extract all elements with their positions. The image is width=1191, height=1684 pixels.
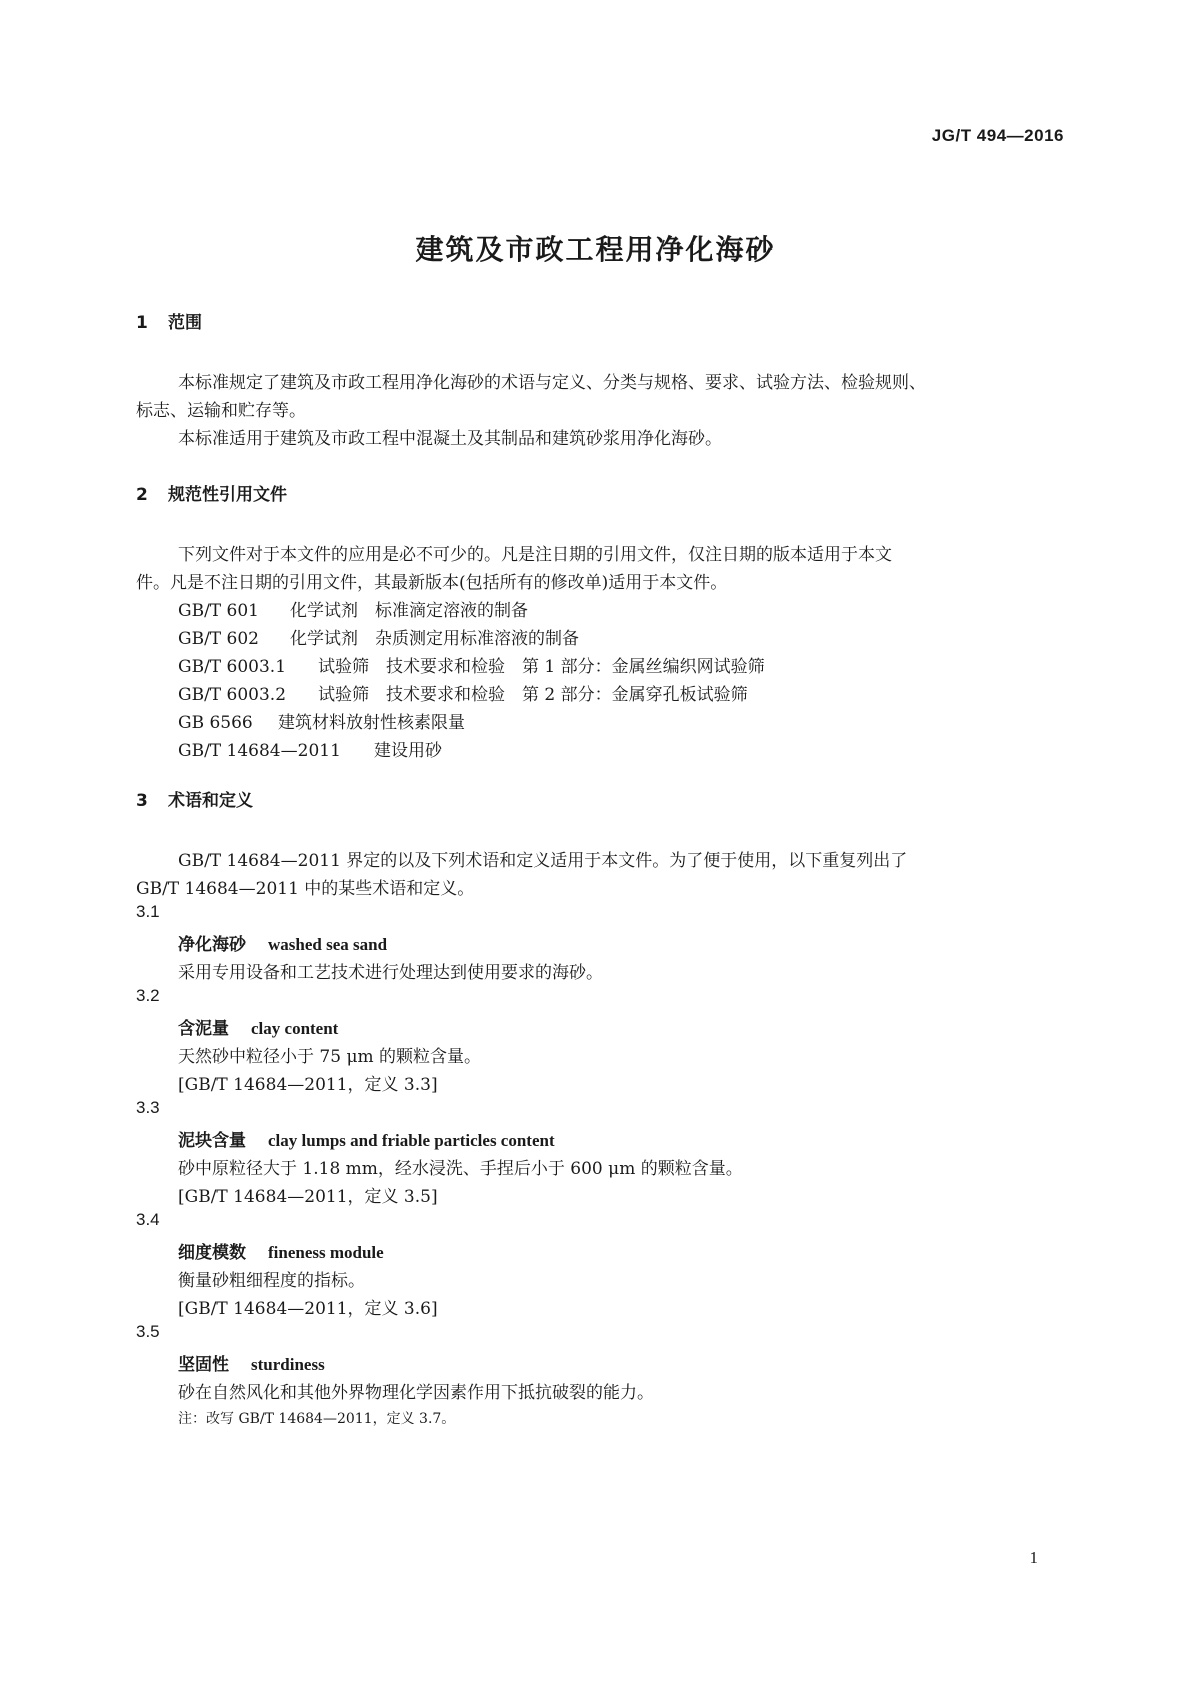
reference-code: GB/T 601 <box>178 601 259 621</box>
reference-code: GB/T 6003.1 <box>178 657 287 677</box>
paragraph-line: 本标准规定了建筑及市政工程用净化海砂的术语与定义、分类与规格、要求、试验方法、检验规则、 <box>178 373 926 393</box>
section-title: 规范性引用文件 <box>168 485 287 505</box>
section-number: 1 <box>136 313 148 333</box>
reference-title: 化学试剂 标准滴定溶液的制备 <box>290 601 528 621</box>
paragraph-line: GB/T 14684—2011 界定的以及下列术语和定义适用于本文件。为了便于使用，以下重复列出了 <box>178 851 908 871</box>
term-zh: 细度模数 <box>178 1243 246 1263</box>
page-number: 1 <box>1029 1548 1038 1567</box>
reference-code: GB/T 602 <box>178 629 259 649</box>
term-entry <box>178 1014 338 1039</box>
term-en: clay lumps and friable particles content <box>268 1131 555 1150</box>
reference-item <box>178 680 748 705</box>
reference-item <box>178 708 465 733</box>
term-definition: 砂中原粒径大于 1.18 mm，经水浸洗、手捏后小于 600 μm 的颗粒含量。 <box>178 1159 743 1179</box>
reference-item <box>178 736 442 761</box>
reference-item <box>178 652 765 677</box>
reference-code: GB 6566 <box>178 713 253 733</box>
section-1-heading <box>136 308 202 333</box>
paragraph-line: GB/T 14684—2011 中的某些术语和定义。 <box>136 879 475 899</box>
subclause-number: 3.1 <box>136 902 160 921</box>
reference-item <box>178 624 579 649</box>
term-entry <box>178 930 387 955</box>
term-source: [GB/T 14684—2011，定义 3.5] <box>178 1187 438 1207</box>
reference-item <box>178 596 528 621</box>
paragraph-line: 件。凡是不注日期的引用文件，其最新版本(包括所有的修改单)适用于本文件。 <box>136 573 728 593</box>
section-title: 术语和定义 <box>168 791 253 811</box>
term-zh: 坚固性 <box>178 1355 229 1375</box>
subclause-number: 3.5 <box>136 1322 160 1341</box>
note-label: 注： <box>178 1411 206 1427</box>
section-number: 2 <box>136 485 148 505</box>
term-en: washed sea sand <box>268 935 388 954</box>
term-zh: 泥块含量 <box>178 1131 246 1151</box>
paragraph: 本标准适用于建筑及市政工程中混凝土及其制品和建筑砂浆用净化海砂。 <box>178 429 722 449</box>
term-definition: 砂在自然风化和其他外界物理化学因素作用下抵抗破裂的能力。 <box>178 1383 654 1403</box>
subclause-number: 3.2 <box>136 986 160 1005</box>
paragraph-line: 标志、运输和贮存等。 <box>136 401 306 421</box>
term-source: [GB/T 14684—2011，定义 3.3] <box>178 1075 438 1095</box>
paragraph-line: 下列文件对于本文件的应用是必不可少的。凡是注日期的引用文件，仅注日期的版本适用于本文 <box>178 545 892 565</box>
reference-title: 建筑材料放射性核素限量 <box>278 713 465 733</box>
term-en: clay content <box>251 1019 339 1038</box>
term-zh: 净化海砂 <box>178 935 246 955</box>
term-entry <box>178 1350 325 1375</box>
term-source: [GB/T 14684—2011，定义 3.6] <box>178 1299 438 1319</box>
section-title: 范围 <box>168 313 202 333</box>
reference-title: 试验筛 技术要求和检验 第 2 部分：金属穿孔板试验筛 <box>318 685 748 705</box>
term-en: sturdiness <box>251 1355 325 1374</box>
term-zh: 含泥量 <box>178 1019 229 1039</box>
term-en: fineness module <box>268 1243 384 1262</box>
reference-title: 化学试剂 杂质测定用标准溶液的制备 <box>290 629 579 649</box>
reference-title: 试验筛 技术要求和检验 第 1 部分：金属丝编织网试验筛 <box>318 657 765 677</box>
term-entry <box>178 1126 555 1151</box>
subclause-number: 3.4 <box>136 1210 160 1229</box>
standard-number: JG/T 494—2016 <box>931 126 1064 145</box>
reference-title: 建设用砂 <box>374 741 442 761</box>
section-number: 3 <box>136 791 148 811</box>
subclause-number: 3.3 <box>136 1098 160 1117</box>
term-note <box>178 1408 455 1428</box>
document-title: 建筑及市政工程用净化海砂 <box>415 233 776 266</box>
section-2-heading <box>136 480 287 505</box>
term-definition: 采用专用设备和工艺技术进行处理达到使用要求的海砂。 <box>178 963 603 983</box>
reference-code: GB/T 14684—2011 <box>178 741 341 761</box>
section-3-heading <box>136 786 253 811</box>
reference-code: GB/T 6003.2 <box>178 685 287 705</box>
note-text: 改写 GB/T 14684—2011，定义 3.7。 <box>206 1411 456 1427</box>
term-definition: 衡量砂粗细程度的指标。 <box>178 1271 365 1291</box>
term-entry <box>178 1238 384 1263</box>
term-definition: 天然砂中粒径小于 75 μm 的颗粒含量。 <box>178 1047 482 1067</box>
